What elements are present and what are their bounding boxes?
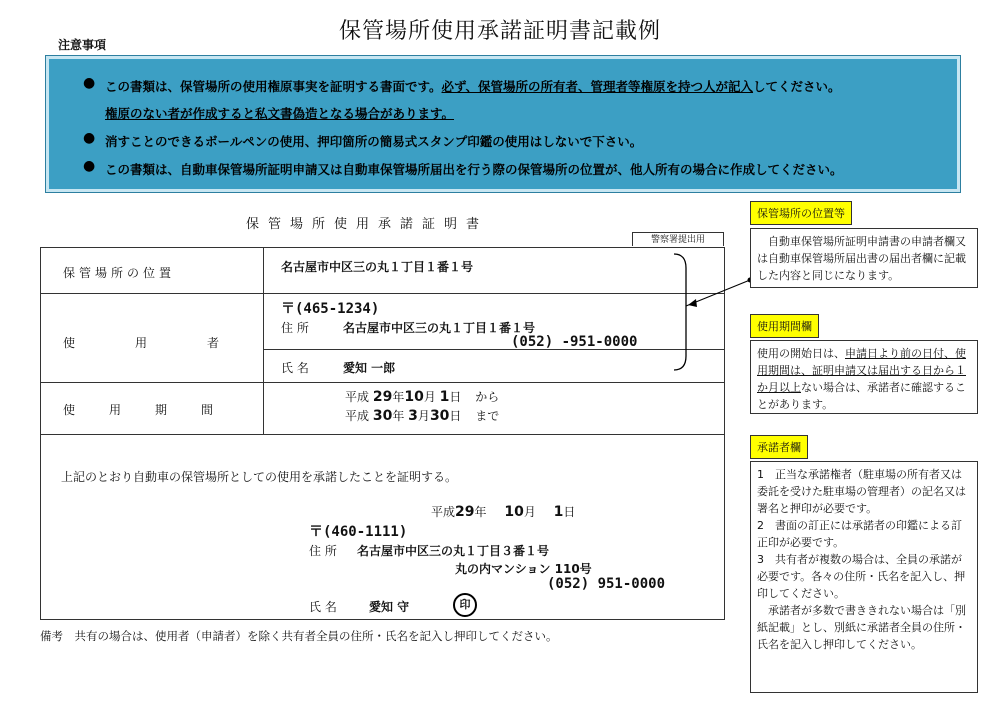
month: 10 <box>404 389 424 405</box>
form-title: 保管場所使用承諾証明書 <box>246 217 489 232</box>
side-note-period <box>750 340 978 414</box>
bullet-icon: ● <box>83 158 96 174</box>
notice-line-2 <box>105 104 454 122</box>
consent-item: 1 正当な承諾権者（駐車場の所有者又は委託を受けた駐車場の管理者）の記名又は署名と押印が必要です。 <box>757 468 966 515</box>
user-address: 名古屋市中区三の丸１丁目１番１号 <box>343 321 536 335</box>
notice-line-1 <box>105 77 841 95</box>
from-suffix: から <box>475 390 500 404</box>
page-title: 保管場所使用承諾証明書記載例 <box>338 19 661 44</box>
owner-address: 名古屋市中区三の丸１丁目３番１号 <box>357 544 550 558</box>
day-unit: 日 <box>563 505 576 519</box>
row-divider <box>41 293 724 294</box>
month-unit: 月 <box>523 505 536 519</box>
year: 29 <box>455 504 475 520</box>
owner-building: 丸の内マンション 110号 <box>455 562 592 576</box>
side-heading-location: 保管場所の位置等 <box>750 201 852 225</box>
notice-line-4: この書類は、自動車保管場所証明申請又は自動車保管場所届出を行う際の保管場所の位置が、他人所有の場合に作成してください。 <box>105 162 843 177</box>
month: 3 <box>408 408 418 424</box>
row-divider <box>41 434 724 435</box>
cert-date <box>431 503 575 520</box>
day-unit: 日 <box>449 409 462 423</box>
era: 平成 <box>345 390 370 404</box>
day: 30 <box>429 408 450 424</box>
user-address-label: 住 所 <box>281 321 309 335</box>
side-heading-period: 使用期間欄 <box>750 314 819 338</box>
owner-name: 愛知 守 <box>369 600 410 614</box>
user-phone: (052) -951-0000 <box>511 334 638 350</box>
bullet-icon: ● <box>83 75 96 91</box>
user-name: 愛知 一郎 <box>343 361 396 375</box>
owner-name-label: 氏 名 <box>309 600 337 614</box>
consent-item: 承諾者が多数で書ききれない場合は「別紙記載」とし、別紙に承諾者全員の住所・氏名を記入し押印してください。 <box>757 604 966 651</box>
owner-address-label: 住 所 <box>309 544 337 558</box>
to-suffix: まで <box>475 409 500 423</box>
period-from <box>345 388 499 405</box>
year-unit: 年 <box>474 505 487 519</box>
user-name-label: 氏 名 <box>281 361 309 375</box>
era: 平成 <box>431 505 456 519</box>
notice-box <box>46 56 960 192</box>
certify-text: 上記のとおり自動車の保管場所としての使用を承諾したことを証明する。 <box>61 470 458 484</box>
period-label: 使用期間 <box>63 403 248 417</box>
consent-item: 3 共有者が複数の場合は、全員の承諾が必要です。各々の住所・氏名を記入し、押印してください。 <box>757 553 966 600</box>
side-note-location: 自動車保管場所証明申請書の申請者欄又は自動車保管場所届出書の届出者欄に記載した内容と同じになります。 <box>750 228 978 288</box>
owner-zip: 〒(460-1111) <box>309 524 408 540</box>
location-label: 保管場所の位置 <box>63 266 176 280</box>
notice-line-3: 消すことのできるボールペンの使用、押印箇所の簡易式スタンプ印鑑の使用はしないで下さい。 <box>105 134 643 149</box>
era: 平成 <box>345 409 370 423</box>
year: 29 <box>372 389 393 405</box>
consent-item: 2 書面の訂正には承諾者の印鑑による訂正印が必要です。 <box>757 519 962 549</box>
owner-phone: (052) 951-0000 <box>547 576 666 592</box>
note-emphasis: 申請日より前の日付、使用期間は、証明申請又は届出する日から１か月以上 <box>757 347 966 394</box>
period-to <box>345 407 499 424</box>
note-text: 使用の開始日は、 <box>757 347 845 360</box>
seal-icon: 印 <box>453 593 477 617</box>
note-text: ない場合は、承諾者に確認することがあります。 <box>757 381 966 411</box>
row-divider <box>263 349 724 350</box>
day: 1 <box>553 504 564 520</box>
notice-label: 注意事項 <box>58 38 107 52</box>
notice-emphasis: 権原のない者が作成すると私文書偽造となる場合があります。 <box>105 106 455 121</box>
side-note-consent <box>750 461 978 693</box>
police-tag: 警察署提出用 <box>632 232 724 246</box>
remark: 備考 共有の場合は、使用者（申請者）を除く共有者全員の住所・氏名を記入し押印してください。 <box>40 629 558 643</box>
bullet-icon: ● <box>83 130 96 146</box>
notice-text: この書類は、保管場所の使用権原事実を証明する書面です。 <box>105 79 442 94</box>
day: 1 <box>439 389 450 405</box>
bracket-arrow <box>670 250 760 375</box>
year-unit: 年 <box>392 390 405 404</box>
notice-text: してください。 <box>753 79 841 94</box>
year: 30 <box>372 408 393 424</box>
user-label: 使用者 <box>63 336 280 350</box>
month-unit: 月 <box>423 390 436 404</box>
user-zip: 〒(465-1234) <box>281 301 380 317</box>
day-unit: 日 <box>449 390 462 404</box>
notice-emphasis: 必ず、保管場所の所有者、管理者等権原を持つ人が記入 <box>441 79 754 94</box>
row-divider <box>41 382 724 383</box>
month-unit: 月 <box>417 409 430 423</box>
year-unit: 年 <box>392 409 405 423</box>
location-value: 名古屋市中区三の丸１丁目１番１号 <box>281 260 474 274</box>
side-heading-consent: 承諾者欄 <box>750 435 808 459</box>
month: 10 <box>504 504 524 520</box>
consent-form <box>40 247 725 620</box>
